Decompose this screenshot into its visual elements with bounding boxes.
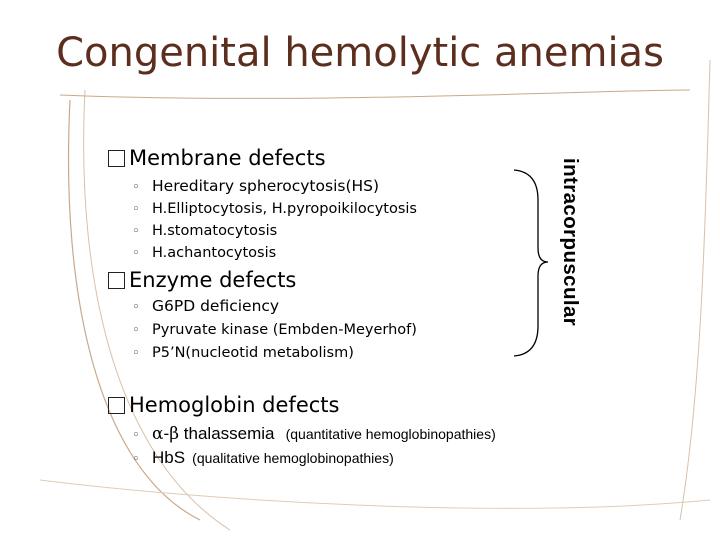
bullet-icon: ◦ bbox=[132, 346, 140, 361]
list-item-text: Hereditary spherocytosis(HS) bbox=[152, 177, 380, 195]
bullet-icon: ◦ bbox=[132, 180, 140, 195]
list-item-text: P5’N(nucleotid metabolism) bbox=[152, 345, 354, 361]
alpha-beta-symbol: α-β bbox=[152, 424, 180, 444]
list-item-text: H.Elliptocytosis, H.pyropoikilocytosis bbox=[152, 201, 417, 217]
slide-title: Congenital hemolytic anemias bbox=[56, 30, 664, 76]
section-heading-label: Enzyme defects bbox=[129, 268, 297, 292]
list-item-text: Pyruvate kinase (Embden-Meyerhof) bbox=[152, 322, 417, 338]
bullet-icon: ◦ bbox=[132, 202, 140, 217]
section-heading-label: Hemoglobin defects bbox=[129, 393, 340, 417]
list-item-note: (qualitative hemoglobinopathies) bbox=[192, 450, 394, 466]
list-item bbox=[132, 424, 496, 444]
list-item-text: H.stomatocytosis bbox=[152, 223, 278, 239]
list-item-note: (quantitative hemoglobinopathies) bbox=[285, 426, 496, 442]
bullet-icon: ◦ bbox=[132, 452, 140, 467]
bullet-icon: ◦ bbox=[132, 323, 140, 338]
section-heading-label: Membrane defects bbox=[129, 146, 326, 170]
checkbox-bullet-icon bbox=[108, 397, 125, 414]
list-item bbox=[132, 448, 394, 468]
bullet-icon: ◦ bbox=[132, 428, 140, 443]
bracket-label: intracorpuscular bbox=[559, 158, 582, 327]
section-heading-hemoglobin bbox=[108, 393, 339, 417]
bullet-icon: ◦ bbox=[132, 246, 140, 261]
list-item-text: H.achantocytosis bbox=[152, 245, 277, 261]
bullet-icon: ◦ bbox=[132, 300, 140, 315]
list-item-text: HbS bbox=[152, 448, 186, 467]
list-item-text: G6PD deficiency bbox=[152, 297, 280, 315]
list-item-text: thalassemia bbox=[179, 424, 275, 443]
bullet-icon: ◦ bbox=[132, 224, 140, 239]
